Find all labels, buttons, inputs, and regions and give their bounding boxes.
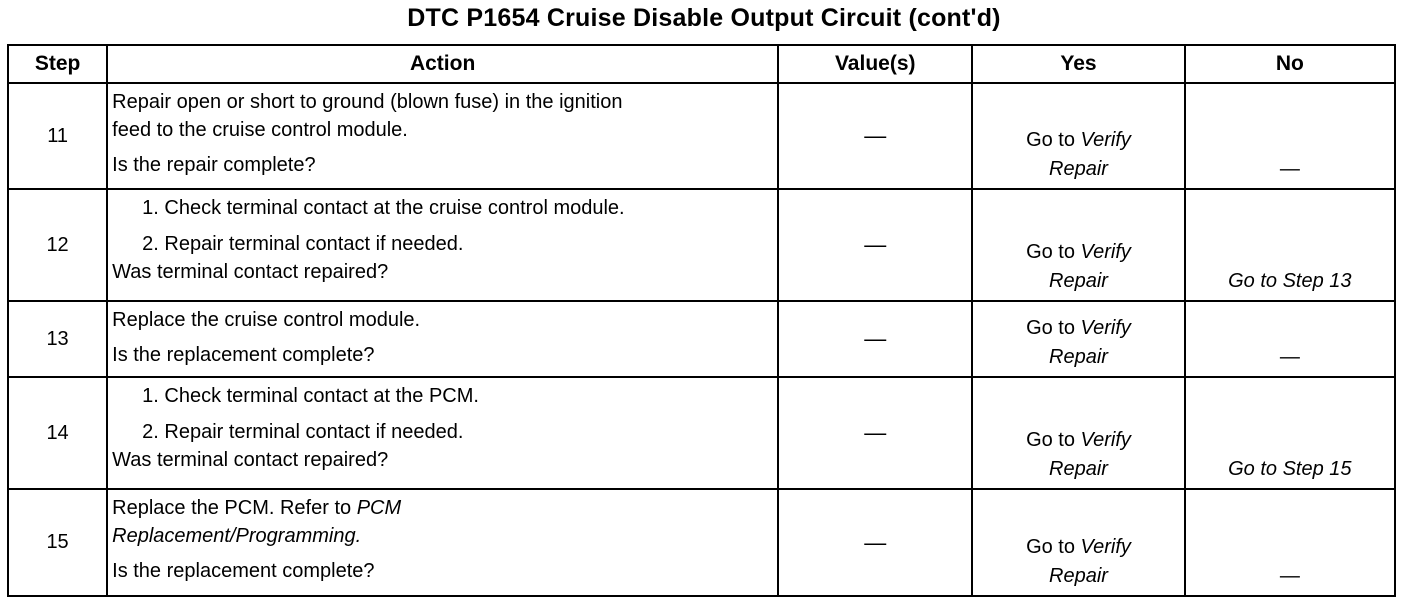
action-list-item: 1. Check terminal contact at the cruise control module. xyxy=(142,197,625,219)
action-cell xyxy=(107,377,778,489)
action-list-item: 2. Repair terminal contact if needed. xyxy=(142,421,464,443)
yes-cell xyxy=(972,489,1184,596)
diagnostic-table xyxy=(7,44,1396,597)
action-text: Replace the cruise control module. xyxy=(112,309,421,331)
verify-repair-link: Verify xyxy=(1080,536,1131,558)
pcm-reference-link: PCM xyxy=(356,497,402,519)
go-to-step-link: Go to Step 15 xyxy=(1228,458,1352,480)
yes-prefix: Go to xyxy=(1026,536,1075,558)
verify-repair-link: Repair xyxy=(1049,346,1108,368)
value-cell: — xyxy=(778,83,972,189)
yes-cell xyxy=(972,377,1184,489)
verify-repair-link: Repair xyxy=(1049,565,1108,587)
table-row xyxy=(8,189,1395,301)
yes-prefix: Go to xyxy=(1026,129,1075,151)
action-question: Is the replacement complete? xyxy=(112,560,375,582)
value-cell: — xyxy=(778,489,972,596)
action-cell xyxy=(107,83,778,189)
no-cell: — xyxy=(1185,489,1395,596)
no-cell: — xyxy=(1185,83,1395,189)
action-cell xyxy=(107,489,778,596)
table-row xyxy=(8,301,1395,377)
pcm-reference-link: Replacement/Programming. xyxy=(112,525,362,547)
action-text: feed to the cruise control module. xyxy=(112,119,408,141)
header-no: No xyxy=(1185,45,1395,83)
action-prefix: Replace the PCM. Refer to xyxy=(112,497,352,519)
yes-prefix: Go to xyxy=(1026,429,1075,451)
action-question: Is the repair complete? xyxy=(112,154,316,176)
action-text: Repair open or short to ground (blown fuse) in the ignition xyxy=(112,91,623,113)
page-title: DTC P1654 Cruise Disable Output Circuit (cont'd) xyxy=(407,4,1001,32)
action-question: Is the replacement complete? xyxy=(112,344,375,366)
verify-repair-link: Verify xyxy=(1080,317,1131,339)
value-cell: — xyxy=(778,189,972,301)
step-number: 12 xyxy=(8,189,107,301)
step-number: 15 xyxy=(8,489,107,596)
value-cell: — xyxy=(778,301,972,377)
action-list-item: 2. Repair terminal contact if needed. xyxy=(142,233,464,255)
table-row xyxy=(8,83,1395,189)
verify-repair-link: Repair xyxy=(1049,270,1108,292)
verify-repair-link: Repair xyxy=(1049,158,1108,180)
action-question: Was terminal contact repaired? xyxy=(112,261,389,283)
header-action: Action xyxy=(107,45,778,83)
action-question: Was terminal contact repaired? xyxy=(112,449,389,471)
header-values: Value(s) xyxy=(778,45,972,83)
no-cell xyxy=(1185,377,1395,489)
go-to-step-link: Go to Step 13 xyxy=(1228,270,1352,292)
verify-repair-link: Verify xyxy=(1080,129,1131,151)
action-text xyxy=(112,494,771,522)
table-row xyxy=(8,489,1395,596)
header-row xyxy=(8,45,1395,83)
header-yes: Yes xyxy=(972,45,1184,83)
no-cell: — xyxy=(1185,301,1395,377)
step-number: 14 xyxy=(8,377,107,489)
action-list-item: 1. Check terminal contact at the PCM. xyxy=(142,385,479,407)
yes-cell xyxy=(972,189,1184,301)
step-number: 11 xyxy=(8,83,107,189)
action-cell xyxy=(107,189,778,301)
yes-prefix: Go to xyxy=(1026,241,1075,263)
action-text xyxy=(112,522,771,550)
verify-repair-link: Repair xyxy=(1049,458,1108,480)
header-step: Step xyxy=(8,45,107,83)
verify-repair-link: Verify xyxy=(1080,241,1131,263)
verify-repair-link: Verify xyxy=(1080,429,1131,451)
no-cell xyxy=(1185,189,1395,301)
yes-cell xyxy=(972,83,1184,189)
value-cell: — xyxy=(778,377,972,489)
yes-cell xyxy=(972,301,1184,377)
yes-prefix: Go to xyxy=(1026,317,1075,339)
action-cell xyxy=(107,301,778,377)
table-row xyxy=(8,377,1395,489)
step-number: 13 xyxy=(8,301,107,377)
